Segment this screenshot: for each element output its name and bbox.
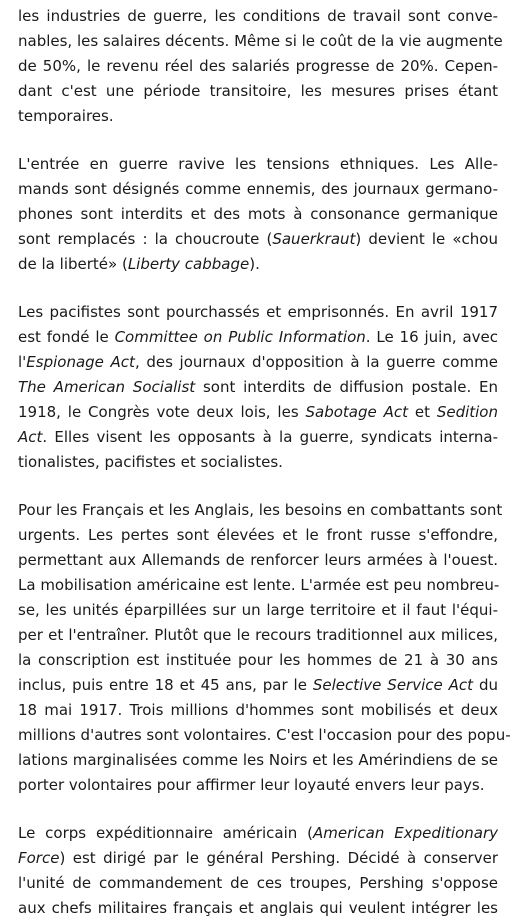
text-line bbox=[18, 29, 503, 54]
text-line bbox=[18, 252, 498, 277]
text-run: les industries de guerre, les conditions de travail sont conve- bbox=[18, 7, 498, 25]
text-run: Les pacifistes sont pourchassés et emprisonnés. En avril 1917 bbox=[18, 303, 498, 321]
text-run: tionalistes, pacifistes et socialistes. bbox=[18, 453, 283, 471]
text-line bbox=[18, 573, 498, 598]
text-run: per et l'entraîner. Plutôt que le recours traditionnel aux milices, bbox=[18, 626, 498, 644]
italic-text: Force bbox=[18, 849, 60, 867]
text-run: est fondé le bbox=[18, 328, 115, 346]
text-line bbox=[18, 450, 498, 475]
text-run: . Le 16 juin, avec bbox=[365, 328, 498, 346]
text-line bbox=[18, 400, 498, 425]
text-run: Pour les Français et les Anglais, les besoins en combattants sont bbox=[18, 501, 503, 519]
text-run: 18 mai 1917. Trois millions d'hommes sont mobilisés et deux bbox=[18, 701, 498, 719]
text-line bbox=[18, 375, 498, 400]
text-line bbox=[18, 425, 498, 450]
text-line bbox=[18, 673, 498, 698]
paragraph-gap bbox=[18, 798, 498, 821]
text-run: et bbox=[407, 403, 437, 421]
italic-text: The American Socialist bbox=[18, 378, 196, 396]
italic-text: Act bbox=[18, 428, 43, 446]
text-run: dant c'est une période transitoire, les mesures prises étant bbox=[18, 82, 498, 100]
text-run: aux chefs militaires français et anglais qui veulent intégrer les bbox=[18, 899, 498, 917]
italic-text: American Expeditionary bbox=[312, 824, 498, 842]
text-line bbox=[18, 623, 498, 648]
text-run: de la liberté» ( bbox=[18, 255, 128, 273]
text-run: nables, les salaires décents. Même si le coût de la vie augmente bbox=[18, 32, 503, 50]
paragraph bbox=[18, 498, 511, 798]
text-line bbox=[18, 748, 498, 773]
text-run: lations marginalisées comme les Noirs et les Amérindiens de se bbox=[18, 751, 498, 769]
text-run: . Elles visent les opposants à la guerre, syndicats interna- bbox=[42, 428, 498, 446]
text-line bbox=[18, 896, 498, 921]
text-line bbox=[18, 227, 498, 252]
text-line bbox=[18, 598, 498, 623]
text-line bbox=[18, 152, 498, 177]
paragraph-gap bbox=[18, 129, 498, 152]
text-line bbox=[18, 821, 498, 846]
text-line bbox=[18, 4, 498, 29]
text-run: ) est dirigé par le général Pershing. Décidé à conserver bbox=[59, 849, 498, 867]
italic-text: Sauerkraut bbox=[272, 230, 356, 248]
paragraph-gap bbox=[18, 475, 498, 498]
text-run: la conscription est instituée pour les hommes de 21 à 30 ans bbox=[18, 651, 498, 669]
document-page bbox=[18, 4, 511, 921]
italic-text: Liberty cabbage bbox=[127, 255, 250, 273]
paragraph bbox=[18, 4, 503, 129]
text-run: phones sont interdits et des mots à consonance germanique bbox=[18, 205, 498, 223]
text-line bbox=[18, 846, 498, 871]
text-line bbox=[18, 723, 511, 748]
italic-text: Sabotage Act bbox=[305, 403, 408, 421]
text-run: porter volontaires pour affirmer leur loyauté envers leur pays. bbox=[18, 776, 485, 794]
text-run: de 50%, le revenu réel des salariés progresse de 20%. Cepen- bbox=[18, 57, 498, 75]
text-run: ). bbox=[249, 255, 260, 273]
text-line bbox=[18, 202, 498, 227]
text-line bbox=[18, 773, 498, 798]
text-line bbox=[18, 177, 498, 202]
italic-text: Selective Service Act bbox=[312, 676, 474, 694]
text-line bbox=[18, 54, 498, 79]
text-run: l' bbox=[18, 353, 27, 371]
text-line bbox=[18, 300, 498, 325]
paragraph bbox=[18, 821, 498, 921]
text-run: sont interdits de diffusion postale. En bbox=[195, 378, 499, 396]
text-run: mands sont désignés comme ennemis, des journaux germano- bbox=[18, 180, 498, 198]
paragraph bbox=[18, 300, 498, 475]
text-line bbox=[18, 648, 498, 673]
text-run: La mobilisation américaine est lente. L'armée est peu nombreu- bbox=[18, 576, 500, 594]
text-run: se, les unités éparpillées sur un large territoire et il faut l'équi- bbox=[18, 601, 498, 619]
text-run: L'entrée en guerre ravive les tensions ethniques. Les Alle- bbox=[18, 155, 498, 173]
text-line bbox=[18, 325, 498, 350]
text-run: inclus, puis entre 18 et 45 ans, par le bbox=[18, 676, 313, 694]
text-run: sont remplacés : la choucroute ( bbox=[18, 230, 273, 248]
italic-text: Sedition bbox=[436, 403, 498, 421]
text-line bbox=[18, 498, 503, 523]
italic-text: Committee on Public Information bbox=[114, 328, 366, 346]
text-run: millions d'autres sont volontaires. C'est l'occasion pour des popu- bbox=[18, 726, 511, 744]
text-line bbox=[18, 523, 498, 548]
text-run: temporaires. bbox=[18, 107, 114, 125]
text-run: du bbox=[473, 676, 498, 694]
text-line bbox=[18, 104, 498, 129]
text-run: , des journaux d'opposition à la guerre comme bbox=[134, 353, 498, 371]
text-line bbox=[18, 871, 498, 896]
text-run: ) devient le «chou bbox=[355, 230, 498, 248]
paragraph bbox=[18, 152, 498, 277]
text-run: l'unité de commandement de ces troupes, Pershing s'oppose bbox=[18, 874, 498, 892]
text-line bbox=[18, 698, 498, 723]
text-run: permettant aux Allemands de renforcer leurs armées à l'ouest. bbox=[18, 551, 498, 569]
text-line bbox=[18, 548, 498, 573]
text-run: 1918, le Congrès vote deux lois, les bbox=[18, 403, 306, 421]
text-line bbox=[18, 79, 498, 104]
paragraph-gap bbox=[18, 277, 498, 300]
text-line bbox=[18, 350, 498, 375]
text-run: urgents. Les pertes sont élevées et le front russe s'effondre, bbox=[18, 526, 498, 544]
text-run: Le corps expéditionnaire américain ( bbox=[18, 824, 313, 842]
italic-text: Espionage Act bbox=[26, 353, 135, 371]
